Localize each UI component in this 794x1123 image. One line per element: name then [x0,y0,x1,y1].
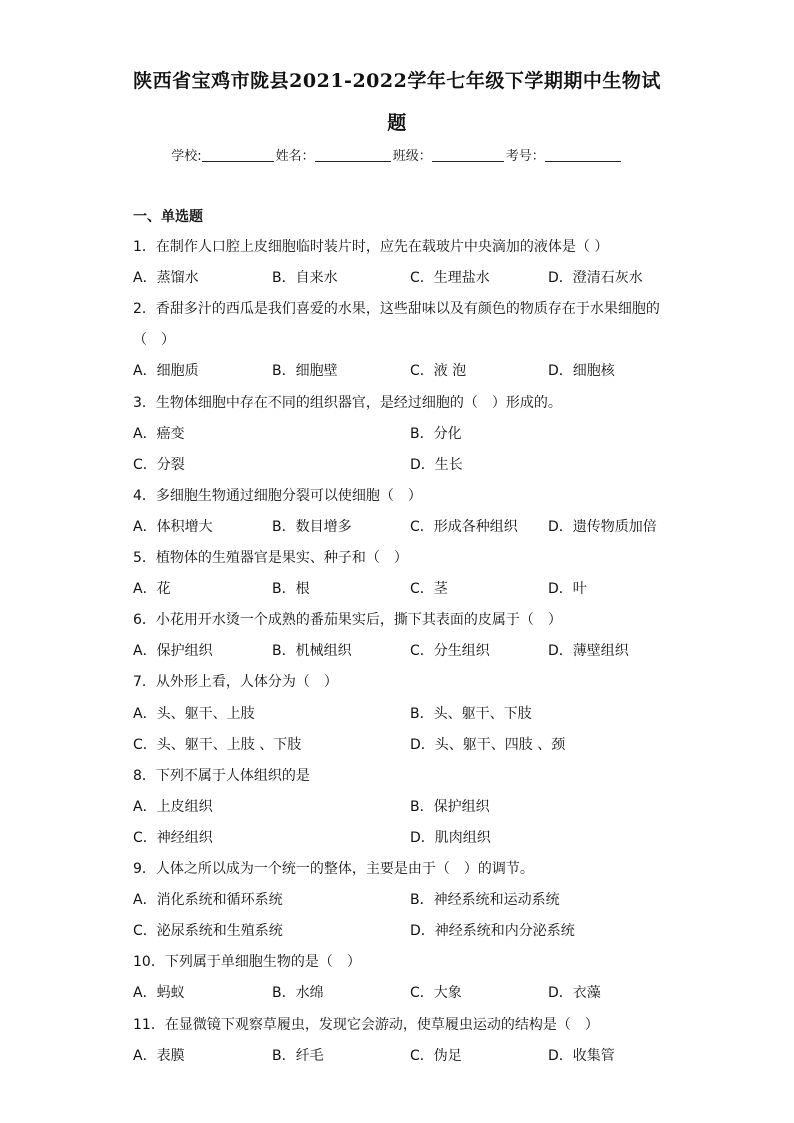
question-stem: （ ） [133,332,175,349]
info-field-label: 班级： [392,149,432,164]
answer-option[interactable]: D．细胞核 [548,363,615,380]
answer-option[interactable]: D．澄清石灰水 [548,270,643,287]
answer-option[interactable]: C．伪足 [410,1047,462,1064]
question-stem: 2．香甜多汁的西瓜是我们喜爱的水果，这些甜味以及有颜色的物质存在于水果细胞的 [133,301,660,318]
answer-option[interactable]: C．液 泡 [410,363,467,380]
exam-title-line2: 题 [387,112,407,134]
answer-option[interactable]: D．肌肉组织 [410,829,491,846]
answer-option[interactable]: B．自来水 [272,270,338,287]
answer-option[interactable]: D．叶 [548,581,587,598]
question-stem: 11．在显微镜下观察草履虫，发现它会游动，使草履虫运动的结构是（ ） [133,1016,599,1033]
answer-option[interactable]: A．细胞质 [133,363,199,380]
answer-option[interactable]: A．花 [133,581,171,598]
info-field-label: 学校: [171,149,202,164]
answer-option[interactable]: C．头、躯干、上肢 、下肢 [133,736,302,753]
answer-option[interactable]: B．分化 [410,425,462,442]
answer-option[interactable]: A．上皮组织 [133,798,213,815]
answer-option[interactable]: C．生理盐水 [410,270,490,287]
question-stem: 5．植物体的生殖器官是果实、种子和（ ） [133,550,408,566]
question-stem: 7．从外形上看，人体分为（ ） [133,674,338,691]
section-title: 一、单选题 [133,209,203,225]
student-info-line [0,145,794,164]
info-field-blank[interactable] [202,149,274,162]
question-stem: 9．人体之所以成为一个统一的整体，主要是由于（ ）的调节。 [133,861,534,877]
answer-option[interactable]: D．神经系统和内分泌系统 [410,923,575,940]
exam-title-line1: 陕西省宝鸡市陇县2021-2022学年七年级下学期期中生物试 [133,70,661,92]
answer-option[interactable]: C．神经组织 [133,829,213,846]
answer-option[interactable]: A．蚂蚁 [133,985,185,1002]
answer-option[interactable]: C．分生组织 [410,643,490,660]
answer-option[interactable]: D．衣藻 [548,985,601,1002]
info-field-blank[interactable] [432,149,504,162]
answer-option[interactable]: A．蒸馏水 [133,270,199,287]
answer-option[interactable]: B．根 [272,581,310,598]
answer-option[interactable]: A．表膜 [133,1047,185,1064]
answer-option[interactable]: B．机械组织 [272,643,352,660]
answer-option[interactable]: C．形成各种组织 [410,518,518,535]
answer-option[interactable]: B．保护组织 [410,798,490,815]
info-field-label: 考号： [505,149,545,164]
answer-option[interactable]: B．水绵 [272,985,324,1002]
answer-option[interactable]: D．遗传物质加倍 [548,518,657,535]
answer-option[interactable]: C．泌尿系统和生殖系统 [133,923,283,940]
answer-option[interactable]: D．头、躯干、四肢 、颈 [410,736,566,753]
question-stem: 10．下列属于单细胞生物的是（ ） [133,954,361,971]
answer-option[interactable]: A．保护组织 [133,643,213,660]
info-field-blank[interactable] [315,149,391,162]
answer-option[interactable]: D．薄壁组织 [548,643,629,660]
answer-option[interactable]: B．头、躯干、下肢 [410,705,532,722]
question-stem: 8．下列不属于人体组织的是 [133,767,310,784]
question-stem: 3．生物体细胞中存在不同的组织器官，是经过细胞的（ ）形成的。 [133,394,562,411]
answer-option[interactable]: C．茎 [410,581,448,598]
info-field-blank[interactable] [545,149,621,162]
answer-option[interactable]: A．头、躯干、上肢 [133,705,255,722]
answer-option[interactable]: A．体积增大 [133,518,213,535]
answer-option[interactable]: B．纤毛 [272,1047,324,1064]
answer-option[interactable]: D．收集管 [548,1047,615,1064]
question-stem: 4．多细胞生物通过细胞分裂可以使细胞（ ） [133,487,422,504]
answer-option[interactable]: B．细胞壁 [272,363,338,380]
info-field-label: 姓名： [275,149,315,164]
answer-option[interactable]: C．大象 [410,985,462,1002]
answer-option[interactable]: A．消化系统和循环系统 [133,892,283,909]
question-stem: 6．小花用开水烫一个成熟的番茄果实后，撕下其表面的皮属于（ ） [133,612,562,629]
answer-option[interactable]: B．神经系统和运动系统 [410,892,560,909]
answer-option[interactable]: B．数目增多 [272,518,352,535]
question-stem: 1．在制作人口腔上皮细胞临时装片时，应先在载玻片中央滴加的液体是（ ） [133,239,609,255]
answer-option[interactable]: A．癌变 [133,425,185,442]
answer-option[interactable]: C．分裂 [133,456,185,473]
answer-option[interactable]: D．生长 [410,456,463,473]
